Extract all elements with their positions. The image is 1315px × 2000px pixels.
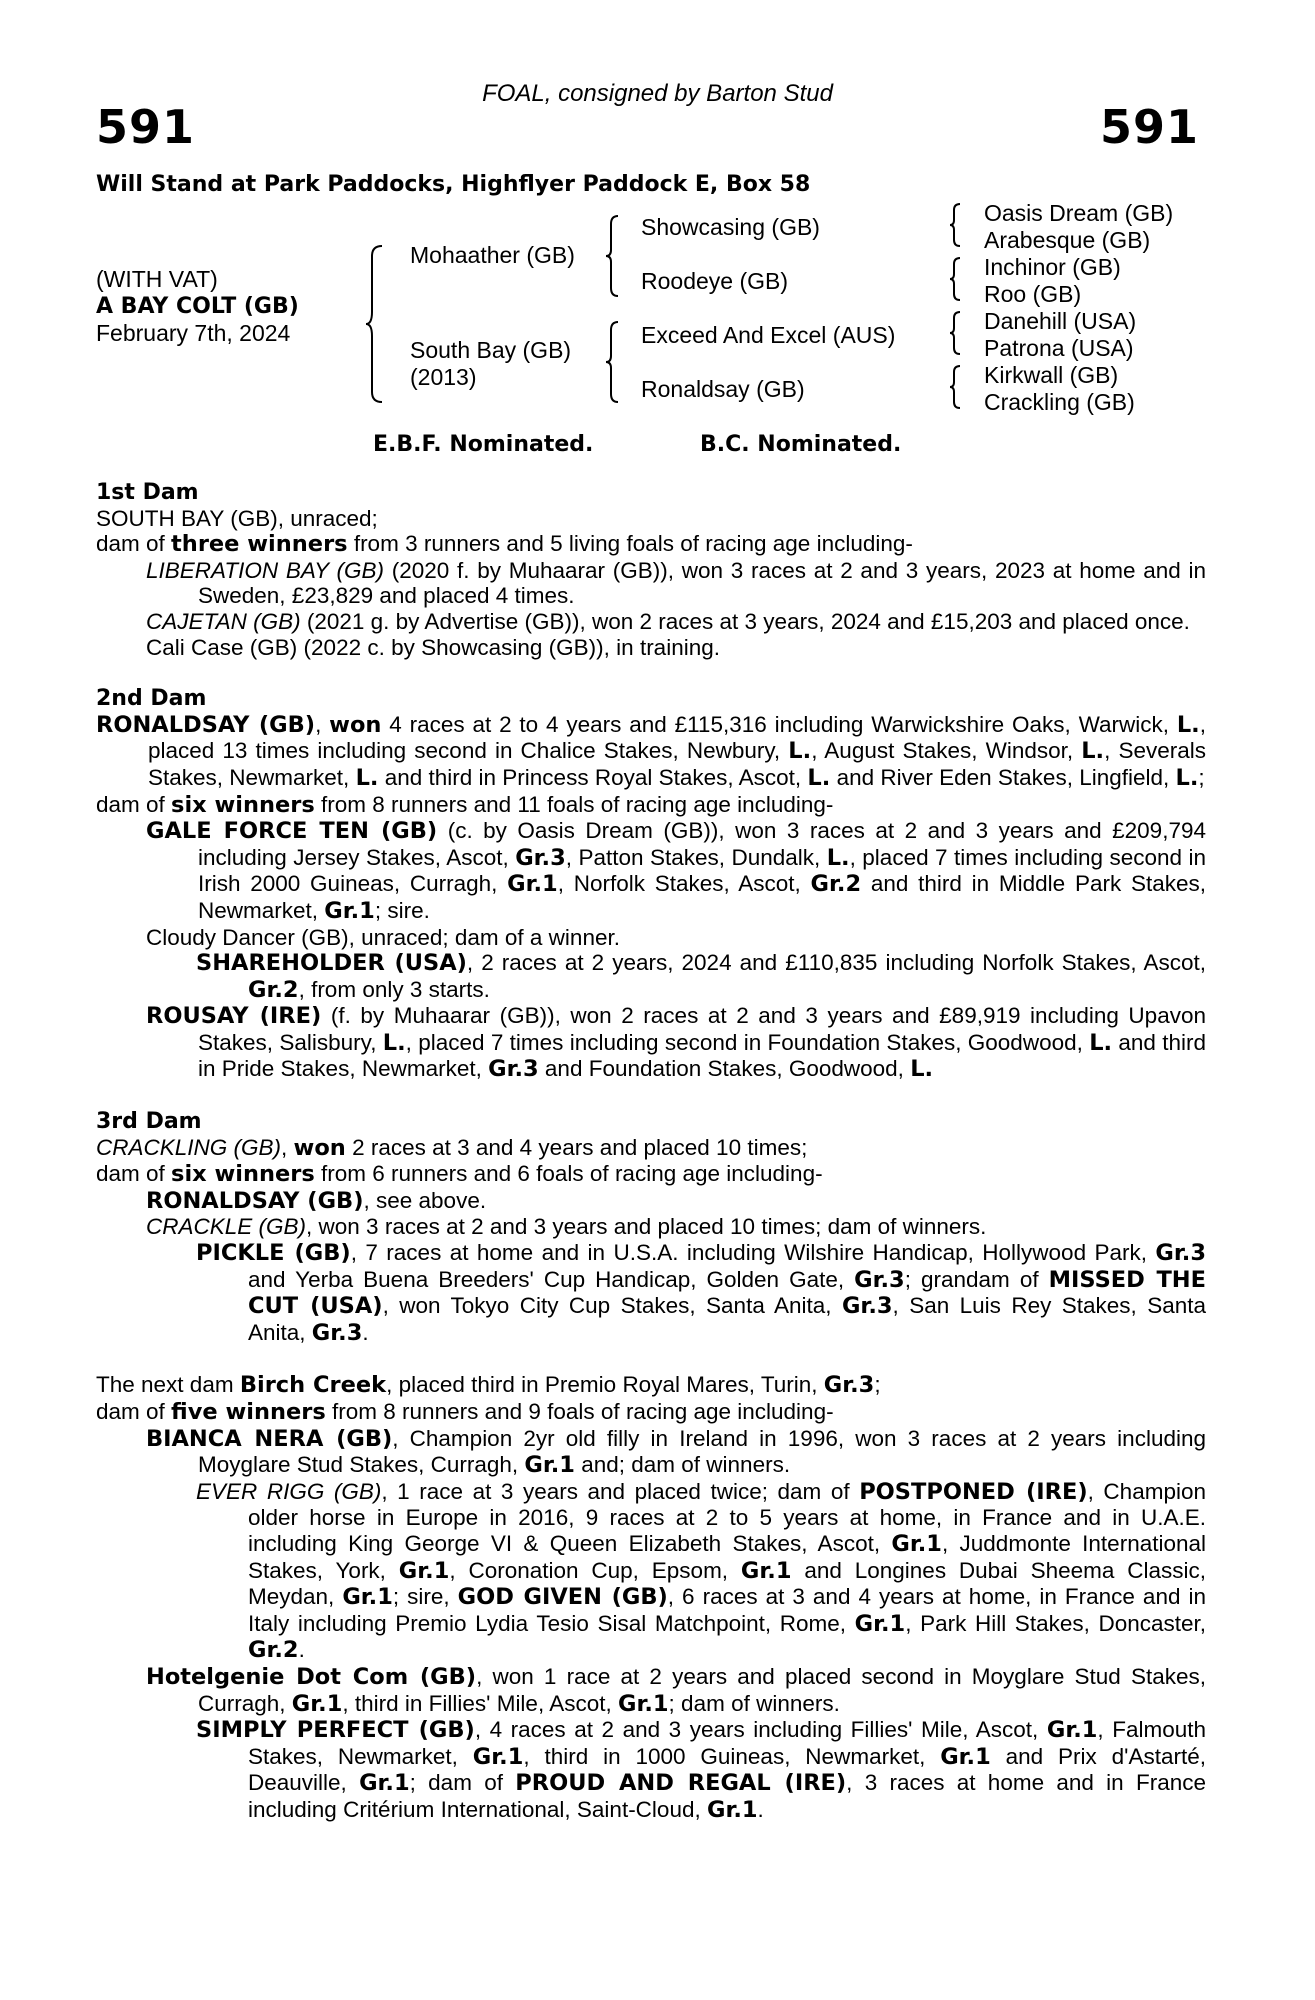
foal-entry: Cloudy Dancer (GB), unraced; dam of a winner. <box>146 924 620 950</box>
brace-icon <box>948 202 964 248</box>
pedigree-gen4: Kirkwall (GB) <box>984 362 1119 388</box>
pedigree-dam-sire: Exceed And Excel (AUS) <box>641 322 896 348</box>
horse-dob: February 7th, 2024 <box>96 320 291 346</box>
stand-location: Will Stand at Park Paddocks, Highflyer Paddock E, Box 58 <box>96 172 811 197</box>
pedigree-sire-dam: Roodeye (GB) <box>641 268 789 294</box>
third-dam-heading: 3rd Dam <box>96 1109 202 1135</box>
foal-entry: SHAREHOLDER (USA), 2 races at 2 years, 2024 and £110,835 including Norfolk Stakes, Ascot, Gr.2, from only 3 starts. <box>196 950 1206 1003</box>
lot-number-right: 591 <box>1099 100 1199 154</box>
produce-record <box>96 480 1206 1824</box>
pedigree-gen4: Oasis Dream (GB) <box>984 200 1174 226</box>
consignor-line: FOAL, consigned by Barton Stud <box>482 80 833 107</box>
foal-entry: ROUSAY (IRE) (f. by Muhaarar (GB)), won 2 races at 2 and 3 years and £89,919 including Upavon Stakes, Salisbury, L., placed 7 times including second in Foundation Stakes, Goodwood, L. and third in Pride Stakes, Newmarket, Gr.3 and Foundation Stakes, Goodwood, L. <box>146 1003 1207 1083</box>
brace-icon <box>604 214 622 298</box>
pedigree-dam: South Bay (GB) <box>410 337 572 363</box>
first-dam-produce: dam of three winners from 3 runners and 5 living foals of racing age including- <box>96 531 913 558</box>
next-dam-produce: dam of five winners from 8 runners and 9 foals of racing age including- <box>96 1399 834 1425</box>
third-dam-record: CRACKLING (GB), won 2 races at 3 and 4 years and placed 10 times; <box>96 1134 808 1161</box>
pedigree-gen4: Arabesque (GB) <box>984 227 1151 253</box>
foal-entry: RONALDSAY (GB), see above. <box>146 1187 487 1214</box>
next-dam-record: The next dam Birch Creek, placed third in Premio Royal Mares, Turin, Gr.3; <box>96 1372 881 1399</box>
pedigree-gen4: Patrona (USA) <box>984 335 1134 361</box>
second-dam-record: RONALDSAY (GB), won 4 races at 2 to 4 years and £115,316 including Warwickshire Oaks, Warwick, L., placed 13 times including second in Chalice Stakes, Newbury, L., August Stakes, Windsor, L., Severals Stakes, Newmarket, L. and third in Princess Royal Stakes, Ascot, L. and River Eden Stakes, Lingfield, L.; <box>96 711 1206 791</box>
pedigree-gen4: Roo (GB) <box>984 281 1082 307</box>
pedigree-gen4: Danehill (USA) <box>984 308 1137 334</box>
pedigree-sire-sire: Showcasing (GB) <box>641 214 820 240</box>
foal-entry: GALE FORCE TEN (GB) (c. by Oasis Dream (GB)), won 3 races at 2 and 3 years and £209,794 including Jersey Stakes, Ascot, Gr.3, Patton Stakes, Dundalk, L., placed 7 times including second in Irish 2000 Guineas, Curragh, Gr.1, Norfolk Stakes, Ascot, Gr.2 and third in Middle Park Stakes, Newmarket, Gr.1; sire. <box>146 818 1206 924</box>
foal-entry: EVER RIGG (GB), 1 race at 3 years and placed twice; dam of POSTPONED (IRE), Champion older horse in Europe in 2016, 9 races at 2 to 5 years at home, in France and in U.A.E. including King George VI & Queen Elizabeth Stakes, Ascot, Gr.1, Juddmonte International Stakes, York, Gr.1, Coronation Cup, Epsom, Gr.1 and Longines Dubai Sheema Classic, Meydan, Gr.1; sire, GOD GIVEN (GB), 6 races at 3 and 4 years at home, in France and in Italy including Premio Lydia Tesio Sisal Matchpoint, Rome, Gr.1, Park Hill Stakes, Doncaster, Gr.2. <box>196 1478 1207 1664</box>
brace-icon <box>604 320 622 404</box>
pedigree-sire: Mohaather (GB) <box>410 242 575 268</box>
pedigree-gen4: Inchinor (GB) <box>984 254 1121 280</box>
vat-label: (WITH VAT) <box>96 266 218 292</box>
brace-icon <box>948 256 964 302</box>
foal-entry: Hotelgenie Dot Com (GB), won 1 race at 2 years and placed second in Moyglare Stud Stakes, Curragh, Gr.1, third in Fillies' Mile, Ascot, Gr.1; dam of winners. <box>146 1663 1206 1717</box>
pedigree-dam-year: (2013) <box>410 364 477 390</box>
foal-entry: Cali Case (GB) (2022 c. by Showcasing (GB)), in training. <box>146 634 720 660</box>
brace-icon <box>948 310 964 356</box>
foal-entry: CAJETAN (GB) (2021 g. by Advertise (GB)), won 2 races at 3 years, 2024 and £15,203 and placed once. <box>146 608 1190 634</box>
brace-icon <box>364 244 386 404</box>
foal-entry: BIANCA NERA (GB), Champion 2yr old filly in Ireland in 1996, won 3 races at 2 years including Moyglare Stud Stakes, Curragh, Gr.1 and; dam of winners. <box>146 1425 1206 1479</box>
pedigree-dam-dam: Ronaldsay (GB) <box>641 376 805 402</box>
second-dam-produce: dam of six winners from 8 runners and 11 foals of racing age including- <box>96 791 834 818</box>
horse-name: A BAY COLT (GB) <box>96 294 299 319</box>
pedigree-gen4: Crackling (GB) <box>984 389 1135 415</box>
third-dam-produce: dam of six winners from 6 runners and 6 foals of racing age including- <box>96 1161 823 1188</box>
first-dam-line: SOUTH BAY (GB), unraced; <box>96 505 378 531</box>
foal-entry: SIMPLY PERFECT (GB), 4 races at 2 and 3 years including Fillies' Mile, Ascot, Gr.1, Falmouth Stakes, Newmarket, Gr.1, third in 1000 Guineas, Newmarket, Gr.1 and Prix d'Astarté, Deauville, Gr.1; dam of PROUD AND REGAL (IRE), 3 races at home and in France including Critérium International, Saint-Cloud, Gr.1. <box>196 1717 1207 1823</box>
foal-entry: PICKLE (GB), 7 races at home and in U.S.A. including Wilshire Handicap, Hollywood Park, Gr.3 and Yerba Buena Breeders' Cup Handicap, Golden Gate, Gr.3; grandam of MISSED THE CUT (USA), won Tokyo City Cup Stakes, Santa Anita, Gr.3, San Luis Rey Stakes, Santa Anita, Gr.3. <box>196 1240 1207 1346</box>
lot-number-left: 591 <box>96 100 196 154</box>
bc-nominated: B.C. Nominated. <box>700 432 902 457</box>
foal-entry: LIBERATION BAY (GB) (2020 f. by Muhaarar (GB)), won 3 races at 2 and 3 years, 2023 at home and in Sweden, £23,829 and placed 4 times. <box>146 557 1206 609</box>
first-dam-heading: 1st Dam <box>96 480 199 505</box>
brace-icon <box>948 364 964 410</box>
ebf-nominated: E.B.F. Nominated. <box>373 432 594 457</box>
foal-entry: CRACKLE (GB), won 3 races at 2 and 3 years and placed 10 times; dam of winners. <box>146 1214 987 1240</box>
second-dam-heading: 2nd Dam <box>96 686 207 712</box>
